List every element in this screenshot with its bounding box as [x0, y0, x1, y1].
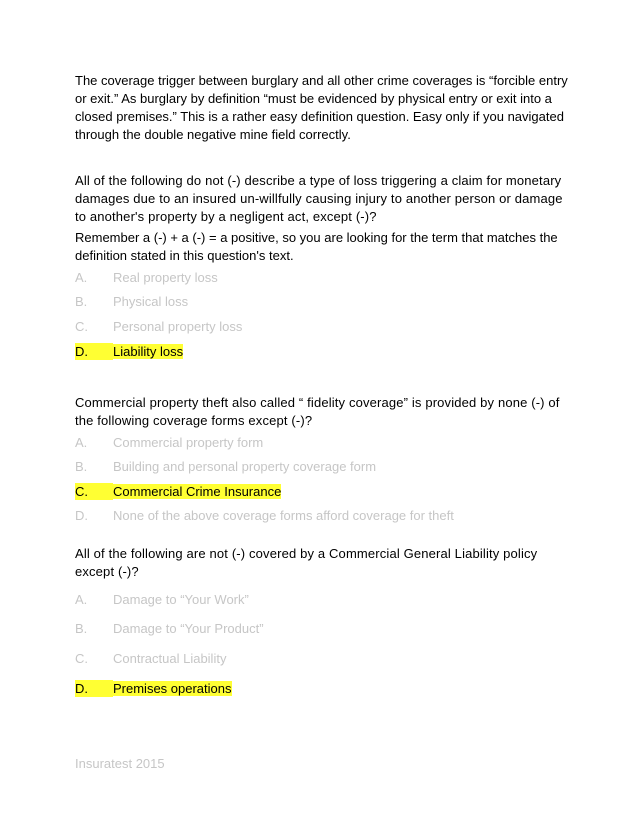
option-letter: C. [75, 651, 88, 666]
option-letter: C. [75, 319, 88, 334]
option-letter: D. [75, 508, 88, 523]
option-text: Building and personal property coverage form [113, 459, 377, 474]
option-text: Damage to “Your Product” [113, 621, 264, 636]
option-text: Physical loss [113, 294, 189, 309]
question-1-prompt: All of the following do not (-) describe a type of loss triggering a claim for monetary damages due to an insured un-willfully causing injury to another person or damage to another's property by a negligent act, except (-)? [75, 173, 563, 224]
option-letter: A. [75, 592, 88, 607]
intro-paragraph: The coverage trigger between burglary and all other crime coverages is “forcible entry or exit.” As burglary by definition “must be evidenced by physical entry or exit into a closed premises.” This is a rather easy definition question. Easy only if you navigated through the double negative mine field correctly. [75, 73, 568, 142]
question-3-option-b [75, 620, 575, 637]
question-1-option-d-correct [75, 343, 575, 360]
question-3-option-d-correct [75, 680, 575, 697]
question-1-option-a [75, 269, 575, 286]
option-letter: D. [75, 680, 113, 697]
option-letter: C. [75, 483, 113, 500]
option-text: Liability loss [113, 344, 184, 359]
question-1-option-b [75, 293, 575, 310]
option-text: Commercial Crime Insurance [113, 484, 282, 499]
option-text: Damage to “Your Work” [113, 592, 249, 607]
option-text: Premises operations [113, 681, 232, 696]
option-text: Real property loss [113, 270, 218, 285]
option-letter: A. [75, 270, 88, 285]
question-3-prompt: All of the following are not (-) covered by a Commercial General Liability policy except (-)? [75, 546, 538, 579]
question-3-option-c [75, 650, 575, 667]
question-2-option-c-correct [75, 483, 575, 500]
option-letter: A. [75, 435, 88, 450]
option-letter: B. [75, 294, 88, 309]
question-2-prompt: Commercial property theft also called “ fidelity coverage” is provided by none (-) of the following coverage forms except (-)? [75, 395, 560, 428]
question-3-option-a [75, 591, 575, 608]
question-2-option-a [75, 434, 575, 451]
question-2-option-d [75, 507, 575, 524]
option-text: Contractual Liability [113, 651, 227, 666]
option-letter: B. [75, 459, 88, 474]
footer-text: Insuratest 2015 [75, 756, 165, 771]
option-letter: D. [75, 343, 113, 360]
option-letter: B. [75, 621, 88, 636]
option-text: None of the above coverage forms afford coverage for theft [113, 508, 454, 523]
question-1-note: Remember a (-) + a (-) = a positive, so you are looking for the term that matches the definition stated in this question's text. [75, 230, 558, 263]
option-text: Commercial property form [113, 435, 264, 450]
question-2-option-b [75, 458, 575, 475]
option-text: Personal property loss [113, 319, 243, 334]
question-1-option-c [75, 318, 575, 335]
